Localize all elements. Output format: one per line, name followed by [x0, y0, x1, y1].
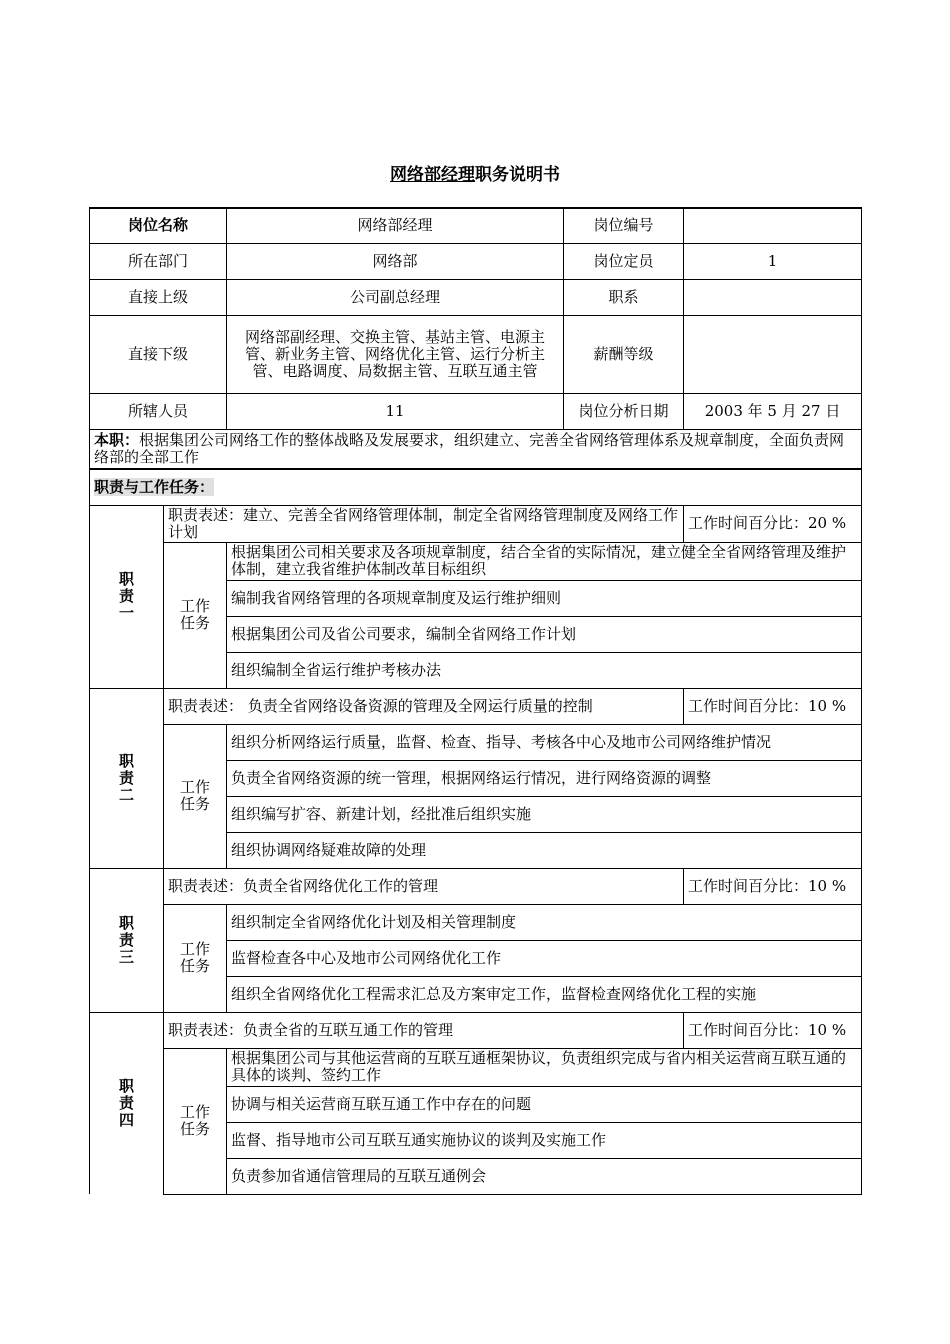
- label-analysis-date: 岗位分析日期: [564, 393, 684, 429]
- duties-header-cell: [90, 469, 862, 505]
- title-underlined: 网络部经理: [390, 165, 475, 185]
- value-superior: 公司副总经理: [227, 279, 564, 315]
- value-salary-grade: [684, 315, 862, 393]
- duty-2-label: 职 责 二: [90, 688, 164, 868]
- value-job-family: [684, 279, 862, 315]
- duty-1-pct: 工作时间百分比：20 %: [684, 505, 862, 542]
- duty-3-desc: 职责表述：负责全省网络优化工作的管理: [164, 868, 684, 904]
- duty-3-task-row: [90, 904, 862, 940]
- duty-3-task-3: 组织全省网络优化工程需求汇总及方案审定工作，监督检查网络优化工程的实施: [227, 976, 862, 1012]
- duty-4-task-4: 负责参加省通信管理局的互联互通例会: [227, 1158, 862, 1194]
- duty-3-pct: 工作时间百分比：10 %: [684, 868, 862, 904]
- document-title: [0, 160, 950, 185]
- duties-header-row: [90, 469, 862, 505]
- value-analysis-date: 2003 年 5 月 27 日: [684, 393, 862, 429]
- duty-1-task-label: 工作 任务: [164, 542, 227, 688]
- duty-1-task-4: 组织编制全省运行维护考核办法: [227, 652, 862, 688]
- label-position-name: 岗位名称: [90, 208, 227, 243]
- duty-2-desc-row: [90, 688, 862, 724]
- duty-2-task-row: [90, 724, 862, 760]
- duty-1-label: 职 责 一: [90, 505, 164, 688]
- duty-4-task-2: 协调与相关运营商互联互通工作中存在的问题: [227, 1086, 862, 1122]
- duty-1-task-2: 编制我省网络管理的各项规章制度及运行维护细则: [227, 580, 862, 616]
- info-row-1: [90, 208, 862, 243]
- benzhi-row: [90, 429, 862, 469]
- duty-2-task-4: 组织协调网络疑难故障的处理: [227, 832, 862, 868]
- duty-4-task-1: 根据集团公司与其他运营商的互联互通框架协议，负责组织完成与省内相关运营商互联互通的具体的谈判、签约工作: [227, 1048, 862, 1086]
- duty-2-desc: 职责表述： 负责全省网络设备资源的管理及全网运行质量的控制: [164, 688, 684, 724]
- benzhi-label: 本职：: [94, 430, 140, 449]
- duty-2-task-3: 组织编写扩容、新建计划，经批准后组织实施: [227, 796, 862, 832]
- value-position-code: [684, 208, 862, 243]
- value-headcount: 1: [684, 243, 862, 279]
- duty-3-task-1: 组织制定全省网络优化计划及相关管理制度: [227, 904, 862, 940]
- duty-4-desc-row: [90, 1012, 862, 1048]
- label-headcount: 岗位定员: [564, 243, 684, 279]
- value-subordinates: 网络部副经理、交换主管、基站主管、电源主管、新业务主管、网络优化主管、运行分析主管、电路调度、局数据主管、互联互通主管: [227, 315, 564, 393]
- info-row-5: [90, 393, 862, 429]
- label-subordinates: 直接下级: [90, 315, 227, 393]
- duties-header: 职责与工作任务：: [94, 477, 215, 496]
- info-row-3: [90, 279, 862, 315]
- duty-2-task-2: 负责全省网络资源的统一管理，根据网络运行情况，进行网络资源的调整: [227, 760, 862, 796]
- benzhi-text: 根据集团公司网络工作的整体战略及发展要求，组织建立、完善全省网络管理体系及规章制度，全面负责网络部的全部工作: [94, 430, 845, 466]
- duty-4-task-3: 监督、指导地市公司互联互通实施协议的谈判及实施工作: [227, 1122, 862, 1158]
- job-description-table: [89, 207, 862, 1195]
- duty-4-task-row: [90, 1048, 862, 1086]
- duty-4-desc: 职责表述：负责全省的互联互通工作的管理: [164, 1012, 684, 1048]
- duty-4-pct: 工作时间百分比：10 %: [684, 1012, 862, 1048]
- duty-3-task-label: 工作 任务: [164, 904, 227, 1012]
- duty-1-task-1: 根据集团公司相关要求及各项规章制度，结合全省的实际情况，建立健全全省网络管理及维护体制，建立我省维护体制改革目标组织: [227, 542, 862, 580]
- duty-1-task-row: [90, 542, 862, 580]
- duty-2-pct: 工作时间百分比：10 %: [684, 688, 862, 724]
- value-position-name: 网络部经理: [227, 208, 564, 243]
- duty-4-task-label: 工作 任务: [164, 1048, 227, 1194]
- value-department: 网络部: [227, 243, 564, 279]
- title-rest: 职务说明书: [475, 165, 560, 185]
- duty-3-label: 职 责 三: [90, 868, 164, 1012]
- info-row-4: [90, 315, 862, 393]
- label-department: 所在部门: [90, 243, 227, 279]
- label-position-code: 岗位编号: [564, 208, 684, 243]
- benzhi-cell: [90, 429, 862, 469]
- duty-2-task-1: 组织分析网络运行质量，监督、检查、指导、考核各中心及地市公司网络维护情况: [227, 724, 862, 760]
- duty-1-task-3: 根据集团公司及省公司要求，编制全省网络工作计划: [227, 616, 862, 652]
- label-salary-grade: 薪酬等级: [564, 315, 684, 393]
- duty-4-label: 职 责 四: [90, 1012, 164, 1194]
- value-staff: 11: [227, 393, 564, 429]
- info-row-2: [90, 243, 862, 279]
- label-staff: 所辖人员: [90, 393, 227, 429]
- duty-3-task-2: 监督检查各中心及地市公司网络优化工作: [227, 940, 862, 976]
- duty-1-desc: 职责表述：建立、完善全省网络管理体制，制定全省网络管理制度及网络工作计划: [164, 505, 684, 542]
- duty-1-desc-row: [90, 505, 862, 542]
- label-superior: 直接上级: [90, 279, 227, 315]
- label-job-family: 职系: [564, 279, 684, 315]
- duty-2-task-label: 工作 任务: [164, 724, 227, 868]
- duty-3-desc-row: [90, 868, 862, 904]
